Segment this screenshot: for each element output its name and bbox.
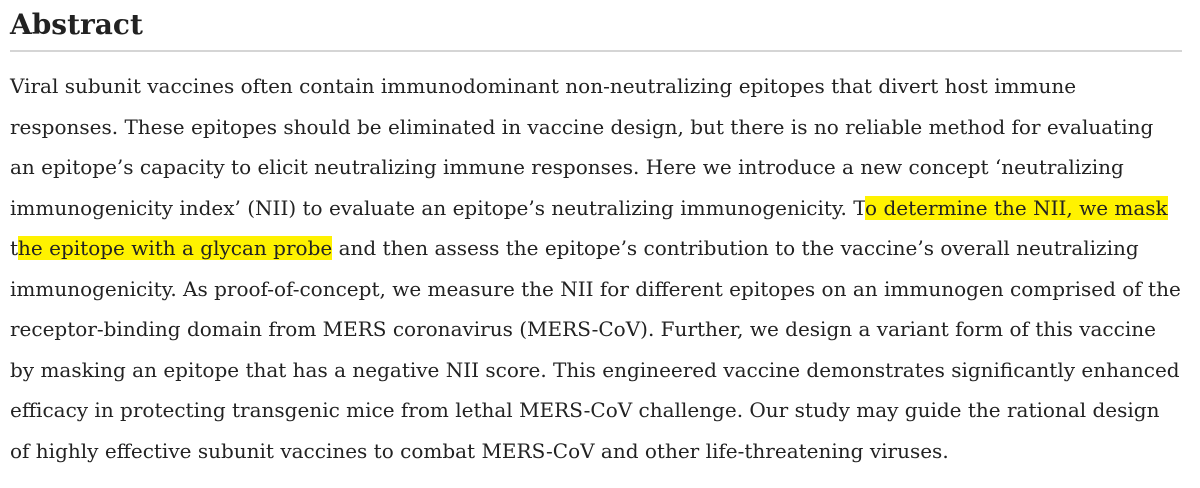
heading-divider <box>10 50 1182 52</box>
abstract-text-mid: t <box>10 236 19 260</box>
abstract-section <box>10 0 1182 471</box>
highlighted-text-1[interactable]: o determine the NII, we mask <box>865 195 1168 220</box>
abstract-text-end: and then assess the epitope’s contribution to the vaccine’s overall neutralizing immunogenicity. As proof-of-concept, we measure the NII for different epitopes on an immunogen comprised of the receptor-binding domain from MERS coronavirus (MERS-CoV). Further, we design a variant form of this vaccine by masking an epitope that has a negative NII score. This engineered vaccine demonstrates significantly enhanced efficacy in protecting transgenic mice from lethal MERS-CoV challenge. Our study may guide the rational design of highly effective subunit vaccines to combat MERS-CoV and other life-threatening viruses. <box>10 236 1181 463</box>
abstract-body <box>10 66 1182 471</box>
highlighted-text-2[interactable]: he epitope with a glycan probe <box>18 236 333 260</box>
abstract-text-start: Viral subunit vaccines often contain immunodominant non-neutralizing epitopes that divert host immune responses. These epitopes should be eliminated in vaccine design, but there is no reliable method for evaluating an epitope’s capacity to elicit neutralizing immune responses. Here we introduce a new concept ‘neutralizing immunogenicity index’ (NII) to evaluate an epitope’s neutralizing immunogenicity. T <box>10 74 1154 220</box>
abstract-heading: Abstract <box>10 8 143 41</box>
